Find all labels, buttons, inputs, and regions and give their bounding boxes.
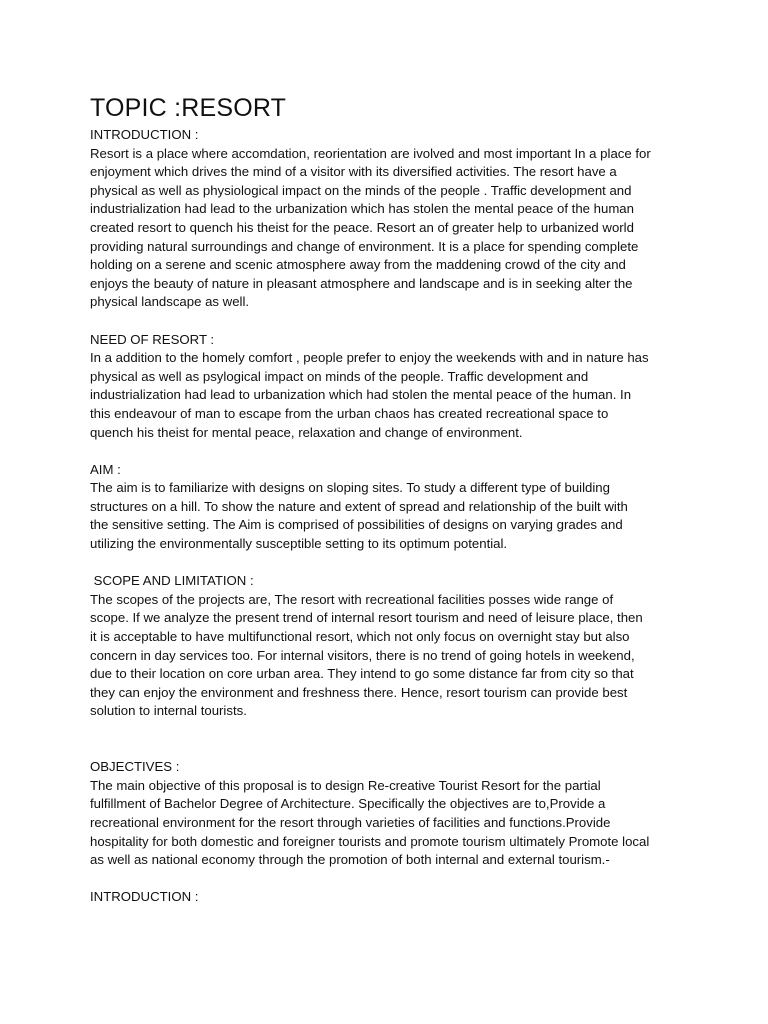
text-line: created resort to quench his theist for the peace. Resort an of greater help to urbanized world bbox=[90, 219, 634, 235]
text-line: enjoyment which drives the mind of a visitor with its diversified activities. The resort have a bbox=[90, 164, 617, 180]
text-line: structures on a hill. To show the nature and extent of spread and relationship of the built with bbox=[90, 498, 628, 514]
text-line: providing natural surroundings and change of environment. It is a place for spending complete bbox=[90, 238, 639, 254]
text-line: physical as well as physiological impact on the minds of the people . Traffic development and bbox=[90, 182, 632, 198]
section-paragraph-scope-and-limitation bbox=[90, 591, 690, 721]
spacer bbox=[90, 554, 690, 573]
text-line: they can enjoy the environment and freshness there. Hence, resort tourism can provide best bbox=[90, 684, 628, 700]
text-line: due to their location on core urban area. They intend to go some distance far from city so that bbox=[90, 666, 634, 682]
text-line: In a addition to the homely comfort , people prefer to enjoy the weekends with and in nature has bbox=[90, 350, 649, 366]
text-line: industrialization had lead to urbanization which had stolen the mental peace of the human. In bbox=[90, 387, 632, 403]
text-line: recreational environment for the resort through varieties of facilities and functions.Provide bbox=[90, 814, 611, 830]
spacer bbox=[90, 442, 690, 461]
section-heading-aim: AIM : bbox=[90, 461, 121, 477]
section-paragraph-need-of-resort bbox=[90, 349, 690, 442]
section-heading-introduction-2: INTRODUCTION : bbox=[90, 889, 199, 905]
text-line: this endeavour of man to escape from the urban chaos has created recreational space to bbox=[90, 405, 609, 421]
document-body bbox=[90, 92, 690, 907]
text-line: concern in day services too. For internal visitors, there is no trend of going hotels in weekend, bbox=[90, 647, 635, 663]
text-line: holding on a serene and scenic atmosphere away from the maddening crowd of the city and bbox=[90, 257, 626, 273]
section-heading-scope-and-limitation: SCOPE AND LIMITATION : bbox=[90, 573, 254, 589]
text-line: solution to internal tourists. bbox=[90, 703, 247, 719]
text-line: physical as well as psylogical impact on minds of the people. Traffic development and bbox=[90, 368, 589, 384]
text-line: the sensitive setting. The Aim is comprised of possibilities of designs on varying grades and bbox=[90, 517, 623, 533]
section-heading-need-of-resort: NEED OF RESORT : bbox=[90, 331, 215, 347]
text-line: Resort is a place where accomdation, reorientation are ivolved and most important In a place for bbox=[90, 145, 651, 161]
text-line: fulfillment of Bachelor Degree of Architecture. Specifically the objectives are to,Provide a bbox=[90, 796, 606, 812]
section-paragraph-aim bbox=[90, 479, 690, 553]
text-line: quench his theist for mental peace, relaxation and change of environment. bbox=[90, 424, 523, 440]
spacer bbox=[90, 721, 690, 758]
text-line: The main objective of this proposal is to design Re-creative Tourist Resort for the partial bbox=[90, 777, 601, 793]
page-title: TOPIC :RESORT bbox=[90, 94, 287, 122]
text-line: physical landscape as well. bbox=[90, 294, 250, 310]
text-line: it is acceptable to have multifunctional resort, which not only focus on overnight stay but also bbox=[90, 629, 630, 645]
section-heading-introduction: INTRODUCTION : bbox=[90, 127, 199, 142]
text-line: industrialization had lead to the urbanization which has stolen the mental peace of the human bbox=[90, 201, 634, 217]
text-line: enjoys the beauty of nature in pleasant atmosphere and landscape and is in seeking alter the bbox=[90, 275, 633, 291]
spacer bbox=[90, 870, 690, 889]
section-paragraph-introduction bbox=[90, 145, 690, 312]
text-line: The aim is to familiarize with designs on sloping sites. To study a different type of building bbox=[90, 480, 610, 496]
text-line: hospitality for both domestic and foreigner tourists and promote tourism ultimately Promote local bbox=[90, 833, 650, 849]
text-line: as well as national economy through the promotion of both internal and external tourism.- bbox=[90, 852, 610, 868]
spacer bbox=[90, 312, 690, 331]
text-line: scope. If we analyze the present trend of internal resort tourism and need of leisure place, then bbox=[90, 610, 643, 626]
section-heading-objectives: OBJECTIVES : bbox=[90, 759, 180, 775]
text-line: utilizing the environmentally susceptible setting to its optimum potential. bbox=[90, 536, 508, 552]
text-line: The scopes of the projects are, The resort with recreational facilities posses wide range of bbox=[90, 591, 614, 607]
section-paragraph-objectives bbox=[90, 777, 690, 870]
